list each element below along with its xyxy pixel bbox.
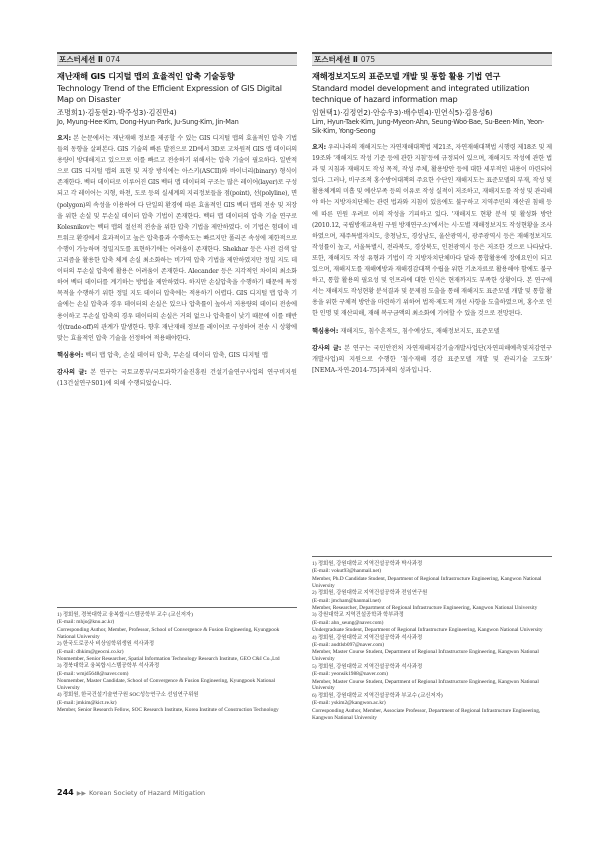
footnote: Member, Master Course Student, Department of Regional Infrastructure Engineering, Kangwon National University [312,649,539,663]
footnote: 1) 정회원, 경북대학교 융복합시스템공학부 교수 (교신저자) [57,612,193,618]
footnote: Member, Researcher, Department of Regional Infrastructure Engineering, Kangwon National University [312,604,538,611]
triangle-icon: ▶▶ [76,790,86,797]
page-number: 244 [57,788,74,797]
session-header [312,52,552,66]
session-label: 포스터세션 Ⅱ [59,55,103,64]
footnote: 4) 정회원, 한국건설기술연구원 SOC성능연구소 선임연구위원 [57,692,199,699]
keywords [57,350,297,361]
authors-korean: 조명희1)·김동현2)·박주성3)·김진만4) [57,108,177,117]
authors-english: Lim, Hyun-Taek·Kim, Jung-Myeon·Ahn, Seung-Woo·Bae, Su-Been·Min, Yeon-Sik·Kim, Yong-Seong [312,118,545,135]
keywords-text: 벡터 맵 압축, 손실 데이터 압축, 무손실 데이터 압축, GIS 디지털 맵 [85,351,268,359]
footnote: 2) 한국도로공사 비상임학위생원 석사과정 [57,641,155,648]
footnote: 2) 정회원, 강원대학교 지역건설공학과 전임연구원 [312,590,428,597]
title-korean: 재해정보지도의 표준모델 개발 및 통합 활용 기법 연구 [312,71,501,81]
ack-text: 본 연구는 국민안전처 자연재해저감기술개발사업단(자연피해예측및저감연구개발사업)의 지원으로 수행한 '침수재해 경감 표준모델 개발 및 관리기술 고도화' [NEMA-자연-2014-75]과제의 성과입니다. [312,344,553,374]
footnote: Member, Senior Research Fellow, SOC Research Institute, Korea Institute of Construction Technology [57,707,279,714]
footnote: Member, Master Course Student, Department of Regional Infrastructure Engineering, Kangwon National University [312,678,539,692]
footnote: (E-mail: dhkim@geocni.co.kr) [57,648,124,655]
abstract [57,133,297,344]
session-number: 074 [105,55,121,64]
footnote: 6) 정회원, 강원대학교 지역건설공학과 부교수 (교신저자) [312,692,443,699]
authors-english: Jo, Myung-Hee·Kim, Dong-Hyun·Park, Ju-Sung·Kim, Jin-Man [57,118,239,126]
abstract-lead: 요지: [312,144,326,151]
abstract-text: 본 논문에서는 재난재해 정보를 제공할 수 있는 GIS 디지털 맵의 효율적인 압축 기법들의 동향을 살펴본다. GIS 기술의 빠른 발전으로 2D에서 3D로 고차원적 GIS 맵 데이터의 용량이 방대해지고 있으므로 이를 빠르고 전송하기 위해서는 압축 기술이 필요하다. 일반적으로 GIS 디지털 맵의 표현 및 저장 방식에는 아스키(ASCII)와 바이너리(binary) 형식이 존재한다. 벡터 데이터로 이루어진 GIS 벡터 맵 데이터의 구조는 많은 레이어(layer)로 구성되고 각 레이어는 지형, 하천, 도로 등의 실세계의 지리정보들을 점(point), 선(polyline), 면(polygon)의 속성을 이용하여 다 단일의 환경에 따른 효율적인 GIS 벡터 맵의 전송 및 저장을 위한 손실 및 무손실 데이터 압축 기법이 존재한다. 벡터 맵 데이터의 압축 기술 연구로 Kolesnikov는 벡터 맵의 절선적 전송을 위한 압축 기법을 제안하였다. 이 기법은 험데이 네트워크 환경에서 효과적이고 높은 압축률과 수행속도는 빠르지만 폴리곤 속성에 제한적으로 수행이 가능하며 정밀지도를 표현하기에는 어려움이 존재한다. Shekhar 등은 사전 검색 알고리즘을 활용한 압축 체계 손실 최소화하는 비가역 압축 기법을 제안하였지만 정밀 지도 데이터의 무손실 압축에 활용은 어려움이 존재한다. Alecander 등은 지각적인 차이의 최소화하여 벡터 데이터를 계기하는 방법을 제안하였다. 하지만 손실압축을 수행하기 때문에 특정 목적을 수행하기 위한 정밀 지도 데이터 압축에는 적용하기 어렵다. GIS 디지털 맵 압축 기술에는 손실 압축과 경우 데이터의 손실은 있으나 압축률이 높아서 저용량의 데이터 전송에 용이하고 무손실 압축의 경우 데이터의 손실은 거의 없으나 압축률이 낮기 때문에 이를 배반성(trade-off)의 관계가 발생한다. 향후 재난재해 정보를 레이어로 구성하여 전송 시 상황에 맞는 효율적인 압축 기술을 선정하여 적용해야한다. [57,135,297,342]
footnote: Undergraduate Student, Department of Regional Infrastructure Engineering, Kangwon National University [312,627,543,634]
right-column [312,52,552,376]
footnote: 1) 정회원, 강원대학교 지역건설공학과 박사과정 [312,561,423,567]
footnotes-right [312,556,552,722]
footnotes-left [57,607,297,715]
keywords [312,326,552,337]
title-english: Technology Trend of the Efficient Expression of GIS Digital Map on Disaster [57,83,282,104]
footnote: (E-mail: wmjd5648@naver.com) [57,670,129,677]
footnote: (E-mail: mhjo@knu.ac.kr) [57,619,115,626]
footnote: Nonmember, Master Candidate, School of Convergence & Fusion Engineering, Kyungpook National University [57,678,276,692]
ack-lead: 감사의 글: [57,368,87,376]
left-column [57,52,297,389]
footnote: Nonmember, Senior Researcher, Spatial Information Technology Research Institute, GEO C&I Co.,Ltd [57,655,280,662]
footnote: (E-mail: jmkim@kict.re.kr) [57,699,117,706]
ack-lead: 감사의 글: [312,344,342,352]
footnote: 4) 정회원, 강원대학교 지역건설공학과 석사과정 [312,634,423,641]
footnote: Corresponding Author, Member, Associate Professor, Department of Regional Infrastructure Engineering, Kangwon National University [312,707,541,721]
acknowledgement [57,367,297,389]
abstract-text: 우리나라의 재해지도는 자연재해대책법 제21조, 자연재해대책법 시행령 제18조 및 제19조와 '재해지도 작성 기준 등에 관한 지침'등에 규정되어 있으며, 재해지도 작성에 관한 법과 및 지침과 재해지도 작성 목적, 작성 주체, 활용방안 등에 대한 세부적인 내용이 마련되어 있다. 그러나, 비구조적 홍수방어대책의 주요한 수단인 재해지도는 표준모델의 부재, 작성 및 활용체계의 미흡 및 예산부족 등의 이유로 작성 실적이 저조하고, 재해지도를 작성 및 관리해야 하는 지방자치단체는 관련 법과와 지침이 있음에도 불구하고 지역주민의 재산권 침해 등에 따른 민원 우려로 이의 작성을 기피하고 있다. '재해지도 현황 분석 및 활성화 방안(2010.12, 국립방재교육원 구원 방재연구소)'에서는 시·도별 재해정보지도 작성현황을 조사하였으며, 제주특별자치도, 충청남도, 경상남도, 울산광역시, 광주광역시 등은 재해정보지도 작성률이 높고, 서울특별시, 전라북도, 경상북도, 인천광역시 등은 저조한 것으로 나타났다. 또한, 재해지도 작성 유형과 기법이 각 지방자치단체마다 달라 통합활용에 장애요인이 되고 있으며, 재해지도를 재해예방과 재해경감대책 수립을 위한 기초자료로 활용해야 함에도 불구하고, 통합 활용의 필요성 및 인프라에 대한 인식은 현재까지도 부족한 상황이다. 본 연구에서는 재해지도 작성현황 분석결과 및 문제점 도출을 통해 재해지도 표준모델 개발 및 통합 활용을 위한 구체적 방안을 마련하기 위하여 법적·제도적 개선 사항을 도출하였으며, 홍수로 인한 인명 및 재산피해, 재해 복구금액의 최소화에 기여할 수 있을 것으로 전망된다. [312,144,552,318]
keywords-lead: 핵심용어: [57,351,84,359]
acknowledgement [312,343,552,376]
title-korean: 재난재해 GIS 디지털 맵의 효율적인 압축 기술동향 [57,71,235,81]
footnote: Corresponding Author, Member, Professor, School of Convergence & Fusion Engineering, Kyungpook National University [57,626,280,640]
ack-text: 본 연구는 국토교통부/국토과학기술진흥원 건설기술연구사업의 연구비지원(13건설연구S01)에 의해 수행되었습니다. [57,368,298,387]
abstract [312,142,552,320]
keywords-text: 재해지도, 침수흔적도, 침수예상도, 재해정보지도, 표준모델 [340,327,500,335]
page-footer [57,788,205,797]
keywords-lead: 핵심용어: [312,327,339,335]
footnote: Member, Ph.D Candidate Student, Department of Regional Infrastructure Engineering, Kangwon National University [312,575,542,589]
footnote: (E-mail: yskim2@kangwon.ac.kr) [312,700,386,707]
footnote: (E-mail: yeonsik1988@naver.com) [312,671,388,678]
session-label: 포스터세션 Ⅱ [314,55,358,64]
authors-korean: 임현택1)·김정연2)·안승우3)·배수빈4)·민연식5)·김용성6) [312,108,493,117]
session-number: 075 [360,55,376,64]
footnote: (E-mail: vokut93@hanmail.net) [312,568,382,575]
session-header [57,52,297,66]
title-english: Standard model development and integrated utilization technique of hazard information map [312,83,530,104]
footnote: (E-mail: audtlsb097@naver.com) [312,641,385,648]
abstract-lead: 요지: [57,135,71,142]
footnote: (E-mail: ahn_seung@naver.com) [312,619,384,626]
footnote: 5) 정회원, 강원대학교 지역건설공학과 석사과정 [312,663,423,670]
journal-name: Korean Society of Hazard Mitigation [88,789,206,797]
footnote: 3) 경북대학교 융복합시스템공학부 석사과정 [57,663,160,670]
footnote: (E-mail: jmcham@hanmail.net) [312,597,381,604]
footnote: 3) 강원대학교 지역건설공학과 학부과정 [312,612,404,619]
